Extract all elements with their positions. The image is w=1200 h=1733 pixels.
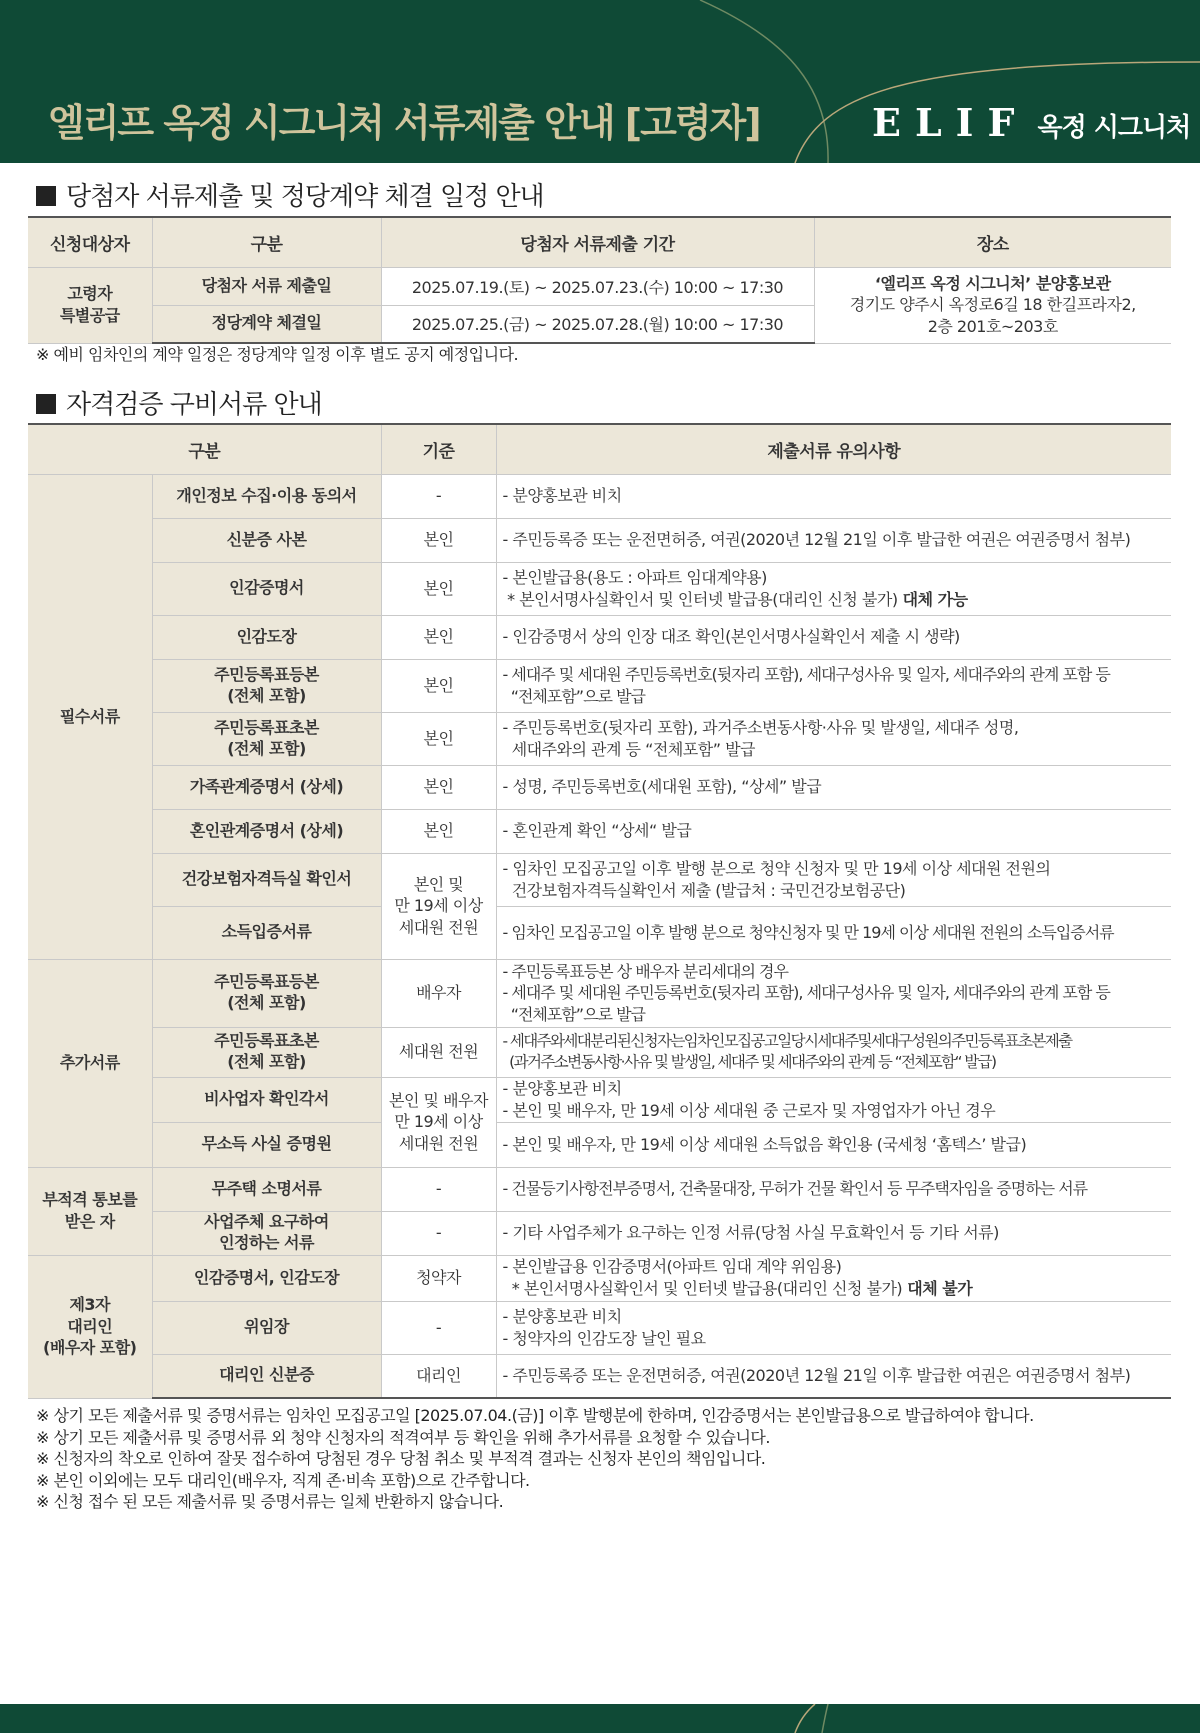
col-header: 기준: [381, 424, 496, 474]
page-title: 엘리프 옥정 시그니처 서류제출 안내 [고령자]: [48, 101, 760, 145]
doc-note: - 주민등록번호(뒷자리 포함), 과거주소변동사항·사유 및 발생일, 세대주 성명, 세대주와의 관계 등 “전체포함” 발급: [496, 712, 1171, 765]
doc-name: 비사업자 확인각서: [152, 1077, 381, 1122]
col-header: 장소: [814, 217, 1171, 267]
applicant-line: 고령자: [67, 284, 113, 304]
footnote: ※ 신청 접수 된 모든 제출서류 및 증명서류는 일체 반환하지 않습니다.: [36, 1492, 504, 1511]
doc-name: 주민등록표초본 (전체 포함): [152, 1027, 381, 1077]
category-ineligible: 부적격 통보를 받은 자: [28, 1167, 152, 1255]
doc-note: - 성명, 주민등록번호(세대원 포함), “상세” 발급: [496, 765, 1171, 809]
docs-section-title: 자격검증 구비서류 안내: [36, 384, 322, 421]
doc-name: 건강보험자격득실 확인서: [152, 853, 381, 906]
doc-name: 가족관계증명서 (상세): [152, 765, 381, 809]
doc-name: 인감증명서, 인감도장: [152, 1255, 381, 1301]
doc-basis: 본인: [381, 809, 496, 853]
doc-name: 주민등록표초본 (전체 포함): [152, 712, 381, 765]
col-header: 제출서류 유의사항: [496, 424, 1171, 474]
doc-basis: 본인: [381, 615, 496, 659]
doc-name: 혼인관계증명서 (상세): [152, 809, 381, 853]
footnote: ※ 본인 이외에는 모두 대리인(배우자, 직계 존·비속 포함)으로 간주합니다.: [36, 1470, 530, 1490]
doc-name: 위임장: [152, 1301, 381, 1354]
doc-basis: 본인: [381, 518, 496, 562]
doc-basis: -: [381, 1211, 496, 1255]
doc-name: 주민등록표등본 (전체 포함): [152, 659, 381, 712]
doc-note: - 본인발급용(용도 : 아파트 임대계약용) * 본인서명사실확인서 및 인터넷 발급용(대리인 신청 불가) 대체 가능: [496, 562, 1171, 615]
doc-note: - 주민등록표등본 상 배우자 분리세대의 경우 - 세대주 및 세대원 주민등록번호(뒷자리 포함), 세대구성사유 및 일자, 세대주와의 관계 포함 등 “전체포함”으로 발급: [496, 959, 1171, 1027]
doc-basis: -: [381, 1301, 496, 1354]
doc-basis: -: [381, 1167, 496, 1211]
doc-name: 무소득 사실 증명원: [152, 1122, 381, 1167]
documents-table: [28, 423, 1171, 1399]
category-required: 필수서류: [28, 474, 152, 959]
doc-basis: -: [381, 474, 496, 518]
doc-name: 소득입증서류: [152, 906, 381, 959]
doc-basis: 본인: [381, 712, 496, 765]
place-name: ‘엘리프 옥정 시그니처’ 분양홍보관: [874, 273, 1111, 293]
doc-name: 신분증 사본: [152, 518, 381, 562]
doc-basis: 본인 및 배우자 만 19세 이상 세대원 전원: [381, 1077, 496, 1167]
doc-note: - 본인발급용 인감증명서(아파트 임대 계약 위임용) * 본인서명사실확인서 및 인터넷 발급용(대리인 신청 불가) 대체 불가: [496, 1255, 1171, 1301]
doc-note: - 분양홍보관 비치 - 본인 및 배우자, 만 19세 이상 세대원 중 근로자 및 자영업자가 아닌 경우: [496, 1077, 1171, 1122]
logo-sub: 옥정 시그니처: [1037, 113, 1191, 143]
doc-note: - 분양홍보관 비치: [496, 474, 1171, 518]
schedule-period: 2025.07.19.(토) ~ 2025.07.23.(수) 10:00 ~ 17:30: [381, 267, 814, 305]
header-banner: [0, 0, 1200, 163]
doc-name: 주민등록표등본 (전체 포함): [152, 959, 381, 1027]
doc-name: 개인정보 수집·이용 동의서: [152, 474, 381, 518]
schedule-type: 당첨자 서류 제출일: [152, 267, 381, 305]
doc-note: - 주민등록증 또는 운전면허증, 여권(2020년 12월 21일 이후 발급한 여권은 여권증명서 첨부): [496, 518, 1171, 562]
doc-name: 대리인 신분증: [152, 1354, 381, 1398]
note-emphasis: 대체 가능: [897, 589, 968, 609]
applicant-line: 특별공급: [59, 306, 120, 325]
doc-name: 무주택 소명서류: [152, 1167, 381, 1211]
col-header: 신청대상자: [28, 217, 152, 267]
footnote: ※ 신청자의 착오로 인하여 잘못 접수하여 당첨된 경우 당첨 취소 및 부적격 결과는 신청자 본인의 책임입니다.: [36, 1449, 766, 1468]
doc-basis: 배우자: [381, 959, 496, 1027]
doc-note: - 임차인 모집공고일 이후 발행 분으로 청약 신청자 및 만 19세 이상 세대원 전원의 건강보험자격득실확인서 제출 (발급처 : 국민건강보험공단): [496, 853, 1171, 906]
schedule-table: [28, 216, 1171, 344]
doc-note: - 인감증명서 상의 인장 대조 확인(본인서명사실확인서 제출 시 생략): [496, 615, 1171, 659]
applicant-cell: [28, 267, 152, 343]
doc-basis: 본인: [381, 562, 496, 615]
doc-basis: 본인: [381, 765, 496, 809]
doc-note: - 본인 및 배우자, 만 19세 이상 세대원 소득없음 확인용 (국세청 ‘홈텍스’ 발급): [496, 1122, 1171, 1167]
doc-note: - 분양홍보관 비치 - 청약자의 인감도장 날인 필요: [496, 1301, 1171, 1354]
schedule-period: 2025.07.25.(금) ~ 2025.07.28.(월) 10:00 ~ 17:30: [381, 305, 814, 343]
doc-basis: 대리인: [381, 1354, 496, 1398]
square-bullet-icon: [36, 186, 56, 206]
doc-name: 인감증명서: [152, 562, 381, 615]
footer-bar: [0, 1704, 1200, 1733]
schedule-note: ※ 예비 임차인의 계약 일정은 정당계약 일정 이후 별도 공지 예정입니다.: [36, 345, 519, 364]
footnote: ※ 상기 모든 제출서류 및 증명서류는 임차인 모집공고일 [2025.07.04.(금)] 이후 발행분에 한하며, 인감증명서는 본인발급용으로 발급하여야 합니다.: [36, 1406, 1034, 1425]
note-emphasis: 대체 불가: [902, 1279, 973, 1298]
logo-brand: ELIF: [872, 100, 1029, 145]
doc-basis: 본인: [381, 659, 496, 712]
elif-logo: [872, 100, 1190, 145]
category-proxy: 제3자 대리인 (배우자 포함): [28, 1255, 152, 1398]
schedule-type: 정당계약 체결일: [152, 305, 381, 343]
category-additional: 추가서류: [28, 959, 152, 1167]
doc-note: - 세대주 및 세대원 주민등록번호(뒷자리 포함), 세대구성사유 및 일자, 세대주와의 관계 포함 등 “전체포함”으로 발급: [496, 659, 1171, 712]
col-header: 구분: [152, 217, 381, 267]
footer-decoration: [0, 1704, 1200, 1733]
doc-note: - 세대주와세대분리된신청자는임차인모집공고일당시세대주및세대구성원의주민등록표초본제출 (과거주소변동사항·사유 및 발생일, 세대주 및 세대주와의 관계 등 “전체포함“ 발급): [496, 1027, 1171, 1077]
doc-note: - 임차인 모집공고일 이후 발행 분으로 청약신청자 및 만 19세 이상 세대원 전원의 소득입증서류: [496, 906, 1171, 959]
col-header: 당첨자 서류제출 기간: [381, 217, 814, 267]
doc-basis: 세대원 전원: [381, 1027, 496, 1077]
col-header: 구분: [28, 424, 381, 474]
doc-note: - 기타 사업주체가 요구하는 인정 서류(당첨 사실 무효확인서 등 기타 서류): [496, 1211, 1171, 1255]
doc-note: - 건물등기사항전부증명서, 건축물대장, 무허가 건물 확인서 등 무주택자임을 증명하는 서류: [496, 1167, 1171, 1211]
place-cell: [814, 267, 1171, 343]
footnote: ※ 상기 모든 제출서류 및 증명서류 외 청약 신청자의 적격여부 등 확인을 위해 추가서류를 요청할 수 있습니다.: [36, 1427, 770, 1447]
place-address: 경기도 양주시 옥정로6길 18 한길프라자2, 2층 201호~203호: [849, 295, 1136, 336]
doc-note: - 주민등록증 또는 운전면허증, 여권(2020년 12월 21일 이후 발급한 여권은 여권증명서 첨부): [496, 1354, 1171, 1398]
square-bullet-icon: [36, 394, 56, 414]
doc-note: - 혼인관계 확인 “상세“ 발급: [496, 809, 1171, 853]
doc-basis: 본인 및 만 19세 이상 세대원 전원: [381, 853, 496, 959]
doc-name: 인감도장: [152, 615, 381, 659]
footnotes: [36, 1405, 1034, 1513]
doc-name: 사업주체 요구하여 인정하는 서류: [152, 1211, 381, 1255]
schedule-section-title: 당첨자 서류제출 및 정당계약 체결 일정 안내: [36, 176, 544, 213]
doc-basis: 청약자: [381, 1255, 496, 1301]
